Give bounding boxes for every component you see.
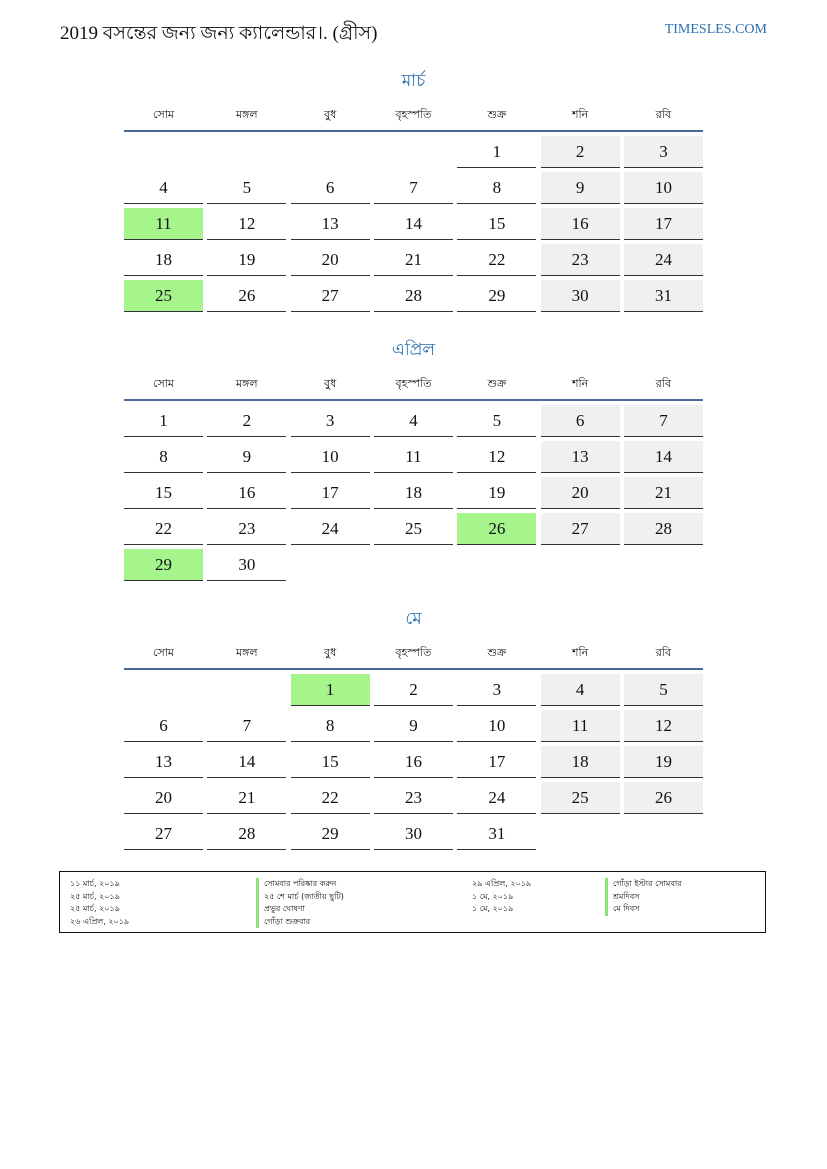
weekday-label: বৃহস্পতি — [395, 108, 432, 121]
day-cell[interactable]: 1 — [457, 136, 536, 168]
day-cell[interactable]: 13 — [291, 208, 370, 240]
weekday-header — [124, 644, 703, 670]
empty-day-cell — [124, 136, 203, 168]
legend-date: ১১ মার্চ, ২০১৯ — [70, 879, 120, 888]
day-cell[interactable]: 15 — [457, 208, 536, 240]
weekday-header — [124, 106, 703, 132]
month-calendar — [124, 339, 703, 585]
day-cell[interactable]: 20 — [541, 477, 620, 509]
day-cell[interactable]: 3 — [457, 674, 536, 706]
week-row — [124, 280, 703, 312]
day-cell[interactable]: 7 — [624, 405, 703, 437]
week-row — [124, 244, 703, 276]
empty-day-cell — [374, 136, 453, 168]
week-row — [124, 746, 703, 778]
day-cell[interactable]: 30 — [541, 280, 620, 312]
day-cell[interactable]: 6 — [291, 172, 370, 204]
legend-date: ১ মে, ২০১৯ — [472, 904, 514, 913]
day-cell[interactable]: 30 — [374, 818, 453, 850]
day-cell[interactable]: 8 — [457, 172, 536, 204]
day-cell[interactable]: 4 — [124, 172, 203, 204]
day-cell[interactable]: 2 — [374, 674, 453, 706]
weekday-label: সোম — [152, 377, 175, 390]
empty-day-cell — [457, 549, 536, 581]
weekday-label: মঙ্গল — [236, 646, 258, 659]
weekday-label: মঙ্গল — [236, 108, 258, 121]
day-cell[interactable]: 2 — [541, 136, 620, 168]
day-cell[interactable]: 16 — [207, 477, 286, 509]
day-cell[interactable]: 27 — [124, 818, 203, 850]
legend-holiday-name: প্রভুর ঘোষণা — [256, 903, 344, 916]
day-cell[interactable]: 14 — [624, 441, 703, 473]
day-cell[interactable]: 10 — [291, 441, 370, 473]
legend-date: ২৯ এপ্রিল, ২০১৯ — [472, 879, 532, 888]
holiday-day-cell[interactable]: 11 — [124, 208, 203, 240]
empty-day-cell — [207, 136, 286, 168]
day-cell[interactable]: 28 — [374, 280, 453, 312]
day-cell[interactable]: 17 — [624, 208, 703, 240]
legend-holiday-name: ২৫ শে মার্চ (জাতীয় ছুটি) — [256, 891, 344, 904]
day-cell[interactable]: 25 — [374, 513, 453, 545]
day-cell[interactable]: 19 — [457, 477, 536, 509]
site-link[interactable]: TIMESLES.COM — [664, 22, 767, 37]
week-row — [124, 441, 703, 473]
week-row — [124, 513, 703, 545]
day-cell[interactable]: 9 — [374, 710, 453, 742]
week-row — [124, 477, 703, 509]
month-title: মে — [405, 609, 422, 629]
day-cell[interactable]: 21 — [374, 244, 453, 276]
day-cell[interactable]: 9 — [207, 441, 286, 473]
day-cell[interactable]: 21 — [207, 782, 286, 814]
day-cell[interactable]: 14 — [207, 746, 286, 778]
legend-date: ১ মে, ২০১৯ — [472, 891, 514, 901]
empty-day-cell — [624, 549, 703, 581]
holiday-day-cell[interactable]: 26 — [457, 513, 536, 545]
day-cell[interactable]: 20 — [124, 782, 203, 814]
day-cell[interactable]: 24 — [624, 244, 703, 276]
day-cell[interactable]: 24 — [291, 513, 370, 545]
week-row — [124, 405, 703, 437]
empty-day-cell — [541, 818, 620, 850]
day-cell[interactable]: 12 — [457, 441, 536, 473]
day-cell[interactable]: 5 — [624, 674, 703, 706]
day-cell[interactable]: 3 — [291, 405, 370, 437]
day-cell[interactable]: 31 — [624, 280, 703, 312]
day-cell[interactable]: 26 — [624, 782, 703, 814]
day-cell[interactable]: 11 — [541, 710, 620, 742]
month-calendar — [124, 608, 703, 854]
day-cell[interactable]: 23 — [541, 244, 620, 276]
day-cell[interactable]: 10 — [457, 710, 536, 742]
day-cell[interactable]: 18 — [374, 477, 453, 509]
day-cell[interactable]: 30 — [207, 549, 286, 581]
day-cell[interactable]: 17 — [457, 746, 536, 778]
week-row — [124, 818, 703, 850]
day-cell[interactable]: 23 — [207, 513, 286, 545]
holiday-day-cell[interactable]: 29 — [124, 549, 203, 581]
day-cell[interactable]: 22 — [124, 513, 203, 545]
day-cell[interactable]: 28 — [207, 818, 286, 850]
day-cell[interactable]: 8 — [291, 710, 370, 742]
legend-right-names — [605, 878, 682, 916]
day-cell[interactable]: 6 — [124, 710, 203, 742]
day-cell[interactable]: 29 — [291, 818, 370, 850]
day-cell[interactable]: 23 — [374, 782, 453, 814]
week-rows — [124, 405, 703, 581]
day-cell[interactable]: 12 — [624, 710, 703, 742]
legend-holiday-name: গোঁড়া শুক্রবার — [256, 916, 344, 929]
weekday-label: মঙ্গল — [236, 377, 258, 390]
month-title: এপ্রিল — [391, 340, 436, 360]
weekday-label: বৃহস্পতি — [395, 377, 432, 390]
legend-holiday-name: শ্রমদিবস — [605, 891, 682, 904]
weekday-label: শনি — [572, 646, 589, 659]
day-cell[interactable]: 4 — [541, 674, 620, 706]
day-cell[interactable]: 14 — [374, 208, 453, 240]
empty-day-cell — [624, 818, 703, 850]
holiday-legend — [59, 871, 766, 933]
day-cell[interactable]: 2 — [207, 405, 286, 437]
week-row — [124, 782, 703, 814]
legend-right-dates — [472, 878, 531, 916]
day-cell[interactable]: 12 — [207, 208, 286, 240]
day-cell[interactable]: 6 — [541, 405, 620, 437]
day-cell[interactable]: 4 — [374, 405, 453, 437]
weekday-label: শনি — [572, 377, 589, 390]
day-cell[interactable]: 24 — [457, 782, 536, 814]
empty-day-cell — [374, 549, 453, 581]
day-cell[interactable]: 5 — [457, 405, 536, 437]
weekday-label: বুধ — [324, 377, 337, 390]
legend-date: ২৫ মার্চ, ২০১৯ — [70, 904, 120, 913]
empty-day-cell — [207, 674, 286, 706]
empty-day-cell — [291, 549, 370, 581]
day-cell[interactable]: 28 — [624, 513, 703, 545]
week-row — [124, 208, 703, 240]
day-cell[interactable]: 20 — [291, 244, 370, 276]
legend-date: ২৬ এপ্রিল, ২০১৯ — [70, 916, 130, 926]
day-cell[interactable]: 27 — [541, 513, 620, 545]
day-cell[interactable]: 16 — [541, 208, 620, 240]
day-cell[interactable]: 19 — [207, 244, 286, 276]
week-rows — [124, 674, 703, 850]
day-cell[interactable]: 3 — [624, 136, 703, 168]
day-cell[interactable]: 29 — [457, 280, 536, 312]
day-cell[interactable]: 5 — [207, 172, 286, 204]
page-title: 2019 বসন্তের জন্য জন্য ক্যালেন্ডার।. (গ্রীস) — [60, 23, 378, 44]
day-cell[interactable]: 17 — [291, 477, 370, 509]
legend-left-names — [256, 878, 344, 928]
day-cell[interactable]: 13 — [541, 441, 620, 473]
day-cell[interactable]: 22 — [291, 782, 370, 814]
day-cell[interactable]: 15 — [124, 477, 203, 509]
day-cell[interactable]: 25 — [541, 782, 620, 814]
legend-holiday-name: সোমবার পরিষ্কার করুন — [256, 878, 344, 891]
day-cell[interactable]: 13 — [124, 746, 203, 778]
day-cell[interactable]: 19 — [624, 746, 703, 778]
weekday-label: শনি — [572, 108, 589, 121]
weekday-label: শুক্র — [487, 377, 507, 390]
legend-holiday-name: মে দিবস — [605, 903, 682, 916]
day-cell[interactable]: 27 — [291, 280, 370, 312]
day-cell[interactable]: 9 — [541, 172, 620, 204]
week-row — [124, 549, 703, 581]
weekday-label: রবি — [655, 377, 672, 390]
legend-holiday-name: গোঁড়া ইস্টার সোমবার — [605, 878, 682, 891]
empty-day-cell — [541, 549, 620, 581]
legend-left-dates — [70, 878, 129, 928]
day-cell[interactable]: 26 — [207, 280, 286, 312]
day-cell[interactable]: 18 — [541, 746, 620, 778]
weekday-label: বুধ — [324, 108, 337, 121]
week-row — [124, 710, 703, 742]
weekday-label: রবি — [655, 646, 672, 659]
day-cell[interactable]: 7 — [207, 710, 286, 742]
day-cell[interactable]: 10 — [624, 172, 703, 204]
week-row — [124, 172, 703, 204]
day-cell[interactable]: 18 — [124, 244, 203, 276]
weekday-header — [124, 375, 703, 401]
weekday-label: শুক্র — [487, 108, 507, 121]
day-cell[interactable]: 21 — [624, 477, 703, 509]
day-cell[interactable]: 15 — [291, 746, 370, 778]
day-cell[interactable]: 31 — [457, 818, 536, 850]
month-calendar — [124, 70, 703, 316]
weekday-label: শুক্র — [487, 646, 507, 659]
legend-date: ২৫ মার্চ, ২০১৯ — [70, 891, 120, 901]
weekday-label: সোম — [152, 646, 175, 659]
holiday-day-cell[interactable]: 1 — [291, 674, 370, 706]
week-row — [124, 136, 703, 168]
weekday-label: বুধ — [324, 646, 337, 659]
weekday-label: বৃহস্পতি — [395, 646, 432, 659]
day-cell[interactable]: 11 — [374, 441, 453, 473]
weekday-label: রবি — [655, 108, 672, 121]
week-row — [124, 674, 703, 706]
empty-day-cell — [124, 674, 203, 706]
weekday-label: সোম — [152, 108, 175, 121]
day-cell[interactable]: 16 — [374, 746, 453, 778]
day-cell[interactable]: 22 — [457, 244, 536, 276]
week-rows — [124, 136, 703, 312]
empty-day-cell — [291, 136, 370, 168]
holiday-day-cell[interactable]: 25 — [124, 280, 203, 312]
day-cell[interactable]: 8 — [124, 441, 203, 473]
month-title: মার্চ — [401, 71, 426, 91]
day-cell[interactable]: 1 — [124, 405, 203, 437]
day-cell[interactable]: 7 — [374, 172, 453, 204]
